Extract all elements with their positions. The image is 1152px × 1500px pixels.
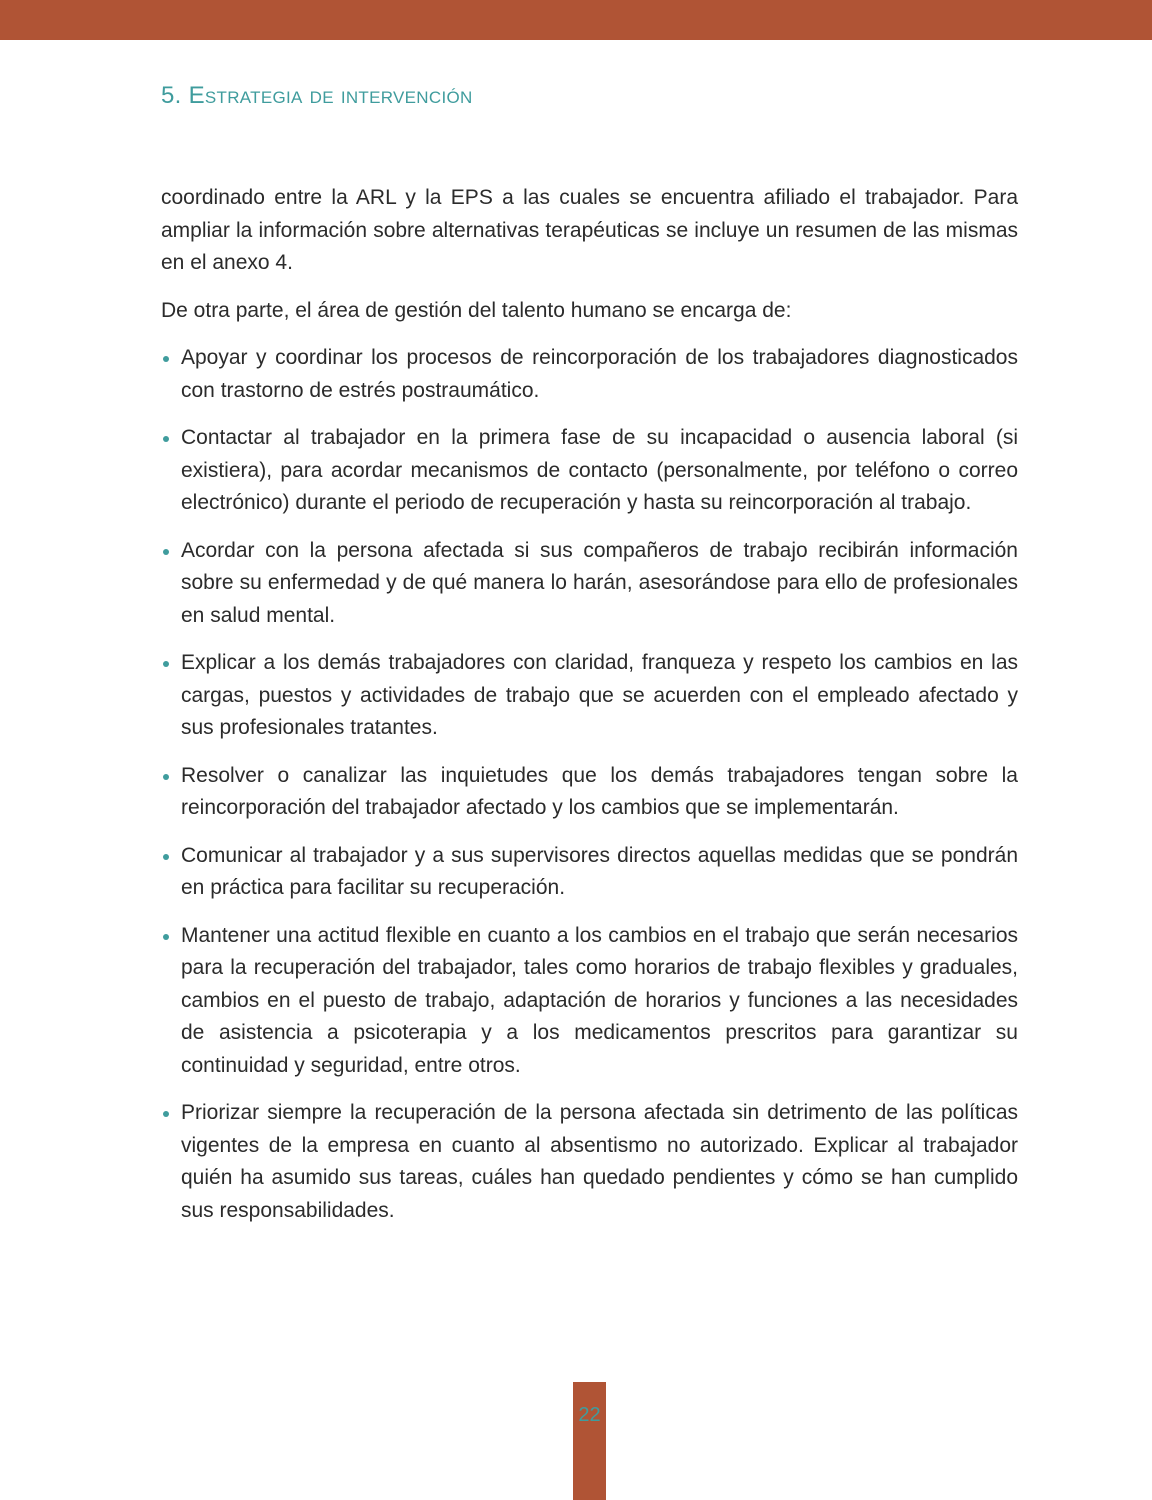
list-item-text: Comunicar al trabajador y a sus supervisores directos aquellas medidas que se pondrán en práctica para facilitar su recuperación. xyxy=(181,843,1018,899)
bullet-icon xyxy=(163,661,169,667)
bullet-icon xyxy=(163,356,169,362)
top-color-band xyxy=(0,0,1152,40)
body-text xyxy=(161,182,1018,1242)
list-item-text: Contactar al trabajador en la primera fase de su incapacidad o ausencia laboral (si existiera), para acordar mecanismos de contacto (personalmente, por teléfono o correo electrónico) durante el periodo de recuperación y hasta su reincorporación al trabajo. xyxy=(181,426,1018,514)
bullet-icon xyxy=(163,1111,169,1117)
list-item xyxy=(161,920,1018,1083)
list-item xyxy=(161,647,1018,745)
list-item-text: Explicar a los demás trabajadores con claridad, franqueza y respeto los cambios en las cargas, puestos y actividades de trabajo que se acuerden con el empleado afectado y sus profesionales tratantes. xyxy=(181,651,1018,739)
list-item-text: Acordar con la persona afectada si sus compañeros de trabajo recibirán información sobre su enfermedad y de qué manera lo harán, asesorándose para ello de profesionales en salud mental. xyxy=(181,538,1018,627)
page-number: 22 xyxy=(578,1404,601,1426)
bullet-icon xyxy=(163,934,169,940)
section-heading: 5. Estrategia de intervención xyxy=(161,82,473,109)
list-item-text: Priorizar siempre la recuperación de la persona afectada sin detrimento de las políticas vigentes de la empresa en cuanto al absentismo no autorizado. Explicar al trabajador quién ha asumido sus tareas, cuáles han quedado pendientes y cómo se han cumplido sus responsabilidades. xyxy=(181,1101,1018,1222)
list-item-text: Mantener una actitud flexible en cuanto a los cambios en el trabajo que serán necesarios para la recuperación del trabajador, tales como horarios de trabajo flexibles y graduales, cambios en el puesto de trabajo, adaptación de horarios y funciones a las necesidades de asistencia a psicoterapia y a los medicamentos prescritos para garantizar su continuidad y seguridad, entre otros. xyxy=(181,923,1018,1077)
list-item xyxy=(161,535,1018,633)
lead-paragraph: De otra parte, el área de gestión del talento humano se encarga de: xyxy=(161,298,792,322)
intro-paragraph: coordinado entre la ARL y la EPS a las cuales se encuentra afiliado el trabajador. Para ampliar la información sobre alternativas terapéuticas se incluye un resumen de las mismas en el anexo 4. xyxy=(161,186,1018,274)
list-item xyxy=(161,840,1018,905)
bullet-icon xyxy=(163,854,169,860)
list-item xyxy=(161,1097,1018,1227)
list-item xyxy=(161,422,1018,520)
bullet-icon xyxy=(163,549,169,555)
page-number-tab xyxy=(573,1382,606,1500)
list-item xyxy=(161,342,1018,407)
list-item xyxy=(161,760,1018,825)
list-item-text: Resolver o canalizar las inquietudes que los demás trabajadores tengan sobre la reincorporación del trabajador afectado y los cambios que se implementarán. xyxy=(181,763,1018,819)
list-item-text: Apoyar y coordinar los procesos de reincorporación de los trabajadores diagnosticados con trastorno de estrés postraumático. xyxy=(181,346,1018,402)
bullet-icon xyxy=(163,774,169,780)
responsibilities-list xyxy=(161,342,1018,1227)
bullet-icon xyxy=(163,436,169,442)
